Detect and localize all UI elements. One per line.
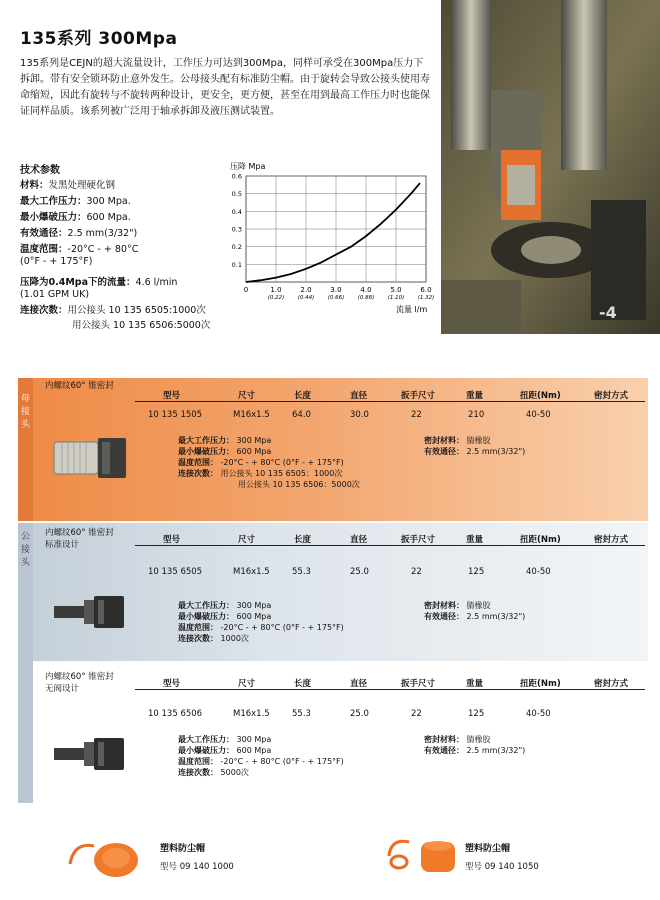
male-b-note-2: 最小爆破压力： 600 Mpa xyxy=(178,746,272,755)
chart-x-tick: 0 xyxy=(243,286,249,294)
chart-x-subtick: (0.44) xyxy=(297,295,315,301)
female-side-label-1: 母 xyxy=(20,394,30,404)
female-coupling-image xyxy=(52,428,132,488)
col-diameter-a: 直径 xyxy=(350,535,368,545)
product-photo xyxy=(441,0,660,334)
female-wrench: 22 xyxy=(411,410,422,420)
chart-x-tick: 6.0 xyxy=(420,286,432,294)
male-a-subtitle-2: 标准设计 xyxy=(45,540,80,550)
chart-series-line xyxy=(246,183,420,282)
col-wrench-b: 扳手尺寸 xyxy=(401,679,436,689)
spec-temp: 温度范围：-20°C - + 80°C xyxy=(20,244,139,255)
male-a-note-2: 最小爆破压力： 600 Mpa xyxy=(178,612,272,621)
chart-y-tick: 0.1 xyxy=(231,260,242,269)
chart-x-tick: 2.0 xyxy=(300,286,312,294)
spec-flow: 压降为0.4Mpa下的流量：4.6 l/min xyxy=(20,277,178,288)
male-a-weight: 125 xyxy=(468,567,485,577)
female-header-rule xyxy=(135,401,645,402)
male-a-header-rule xyxy=(135,545,645,546)
col-torque: 扭距(Nm) xyxy=(520,391,561,401)
col-torque-b: 扭距(Nm) xyxy=(520,679,561,689)
col-size: 尺寸 xyxy=(238,391,256,401)
female-bore: 有效通径： 2.5 mm(3/32") xyxy=(424,447,526,456)
dust-cap-name-2: 塑料防尘帽 xyxy=(465,844,511,854)
chart-ylabel: 压降 Mpa xyxy=(230,162,266,171)
spec-bore: 有效通径：2.5 mm(3/32") xyxy=(20,228,138,239)
col-weight-a: 重量 xyxy=(466,535,484,545)
female-subtitle: 内螺纹60° 锥密封 xyxy=(45,381,114,391)
chart-y-tick: 0.3 xyxy=(231,225,242,234)
chart-x-tick: 5.0 xyxy=(390,286,402,294)
col-model: 型号 xyxy=(163,391,181,401)
specs-heading: 技术参数 xyxy=(20,165,60,176)
chart-y-tick: 0.5 xyxy=(231,190,242,199)
spec-cycles-2: 用公接头 10 135 6506:5000次 xyxy=(72,320,211,331)
male-a-note-4: 连接次数： 1000次 xyxy=(178,634,249,643)
dust-cap-code-2: 型号 09 140 1050 xyxy=(465,862,539,872)
male-a-subtitle-1: 内螺纹60° 锥密封 xyxy=(45,528,114,538)
male-a-torque: 40-50 xyxy=(526,567,551,577)
male-a-bore: 有效通径： 2.5 mm(3/32") xyxy=(424,612,526,621)
chart-x-subtick: (0.22) xyxy=(267,295,285,301)
female-note-5: 用公接头 10 135 6506：5000次 xyxy=(238,480,360,489)
male-a-note-3: 温度范围： -20°C - + 80°C (0°F - + 175°F) xyxy=(178,623,344,632)
dust-cap-name-1: 塑料防尘帽 xyxy=(160,844,206,854)
chart-x-subtick: (1.10) xyxy=(387,295,405,301)
col-seal: 密封方式 xyxy=(594,391,629,401)
col-wrench: 扳手尺寸 xyxy=(401,391,436,401)
intro-paragraph: 135系列是CEJN的超大流量设计，工作压力可达到300Mpa，同样可承受在300Mpa压力下拆卸。带有安全锁环防止意外发生。公母接头配有标准防尘帽。由于旋转会导致公接头使用寿命缩短，因此有旋转与不旋转两种设计，更安全，更方便，甚至在用到最高工作压力时也能保证同样品质。该系列被广泛用于轴承拆卸及液压测试装置。 xyxy=(20,58,430,117)
male-b-subtitle-1: 内螺纹60° 锥密封 xyxy=(45,672,114,682)
male-b-seal: 密封材料： 腈橡胶 xyxy=(424,735,491,744)
chart-x-subtick: (0.88) xyxy=(357,295,375,301)
male-side-label-3: 头 xyxy=(20,558,30,568)
col-weight-b: 重量 xyxy=(466,679,484,689)
photo-marking: -4 xyxy=(599,303,617,322)
spec-flow-uk: (1.01 GPM UK) xyxy=(20,289,90,300)
chart-x-tick: 4.0 xyxy=(360,286,372,294)
male-b-size: M16x1.5 xyxy=(233,709,270,719)
chart-y-tick: 0.4 xyxy=(231,207,242,216)
male-a-length: 55.3 xyxy=(292,567,311,577)
female-note-2: 最小爆破压力： 600 Mpa xyxy=(178,447,272,456)
col-torque-a: 扭距(Nm) xyxy=(520,535,561,545)
female-size: M16x1.5 xyxy=(233,410,270,420)
male-a-diameter: 25.0 xyxy=(350,567,369,577)
spec-cycles: 连接次数：用公接头 10 135 6505:1000次 xyxy=(20,305,206,316)
chart-x-tick: 3.0 xyxy=(330,286,342,294)
spec-material: 材料：发黑处理硬化钢 xyxy=(20,180,116,191)
dust-cap-code-1: 型号 09 140 1000 xyxy=(160,862,234,872)
male-b-torque: 40-50 xyxy=(526,709,551,719)
col-diameter: 直径 xyxy=(350,391,368,401)
female-side-label-2: 接 xyxy=(20,407,30,417)
col-diameter-b: 直径 xyxy=(350,679,368,689)
chart-x-subtick: (0.66) xyxy=(327,295,345,301)
dust-cap-image-2 xyxy=(385,832,465,882)
male-b-length: 55.3 xyxy=(292,709,311,719)
female-diameter: 30.0 xyxy=(350,410,369,420)
male-b-subtitle-2: 无阀设计 xyxy=(45,684,80,694)
female-note-4: 连接次数： 用公接头 10 135 6505：1000次 xyxy=(178,469,343,478)
female-torque: 40-50 xyxy=(526,410,551,420)
male-standard-image xyxy=(52,592,132,632)
col-model-a: 型号 xyxy=(163,535,181,545)
female-note-1: 最大工作压力： 300 Mpa xyxy=(178,436,272,445)
female-model: 10 135 1505 xyxy=(148,410,203,420)
male-b-diameter: 25.0 xyxy=(350,709,369,719)
col-size-a: 尺寸 xyxy=(238,535,256,545)
spec-temp-f: (0°F - + 175°F) xyxy=(20,256,93,267)
female-weight: 210 xyxy=(468,410,485,420)
female-seal: 密封材料： 腈橡胶 xyxy=(424,436,491,445)
dust-cap-image-1 xyxy=(64,834,144,884)
col-model-b: 型号 xyxy=(163,679,181,689)
col-length-b: 长度 xyxy=(294,679,312,689)
male-b-bore: 有效通径： 2.5 mm(3/32") xyxy=(424,746,526,755)
female-side-label-3: 头 xyxy=(20,420,30,430)
male-side-label-1: 公 xyxy=(20,532,30,542)
col-wrench-a: 扳手尺寸 xyxy=(401,535,436,545)
male-a-size: M16x1.5 xyxy=(233,567,270,577)
spec-max-pressure: 最大工作压力：300 Mpa. xyxy=(20,196,131,207)
col-size-b: 尺寸 xyxy=(238,679,256,689)
chart-x-subtick: (1.32) xyxy=(417,295,435,301)
male-b-model: 10 135 6506 xyxy=(148,709,203,719)
male-a-note-1: 最大工作压力： 300 Mpa xyxy=(178,601,272,610)
page-title: 135系列 300Mpa xyxy=(20,29,178,49)
col-length-a: 长度 xyxy=(294,535,312,545)
male-b-wrench: 22 xyxy=(411,709,422,719)
col-seal-b: 密封方式 xyxy=(594,679,629,689)
male-a-model: 10 135 6505 xyxy=(148,567,203,577)
male-b-header-rule xyxy=(135,689,645,690)
female-length: 64.0 xyxy=(292,410,311,420)
col-length: 长度 xyxy=(294,391,312,401)
spec-burst: 最小爆破压力：600 Mpa. xyxy=(20,212,131,223)
chart-y-tick: 0.6 xyxy=(231,172,242,181)
male-a-wrench: 22 xyxy=(411,567,422,577)
chart-xlabel: 流量 l/m xyxy=(396,305,428,314)
male-a-seal: 密封材料： 腈橡胶 xyxy=(424,601,491,610)
pressure-drop-chart xyxy=(218,158,438,318)
male-b-note-1: 最大工作压力： 300 Mpa xyxy=(178,735,272,744)
chart-x-tick: 1.0 xyxy=(270,286,282,294)
col-weight: 重量 xyxy=(466,391,484,401)
male-b-note-3: 温度范围： -20°C - + 80°C (0°F - + 175°F) xyxy=(178,757,344,766)
male-side-label-2: 接 xyxy=(20,545,30,555)
male-b-weight: 125 xyxy=(468,709,485,719)
col-seal-a: 密封方式 xyxy=(594,535,629,545)
male-valveless-image xyxy=(52,734,132,774)
chart-y-tick: 0.2 xyxy=(231,243,242,252)
male-b-note-4: 连接次数： 5000次 xyxy=(178,768,249,777)
female-note-3: 温度范围： -20°C - + 80°C (0°F - + 175°F) xyxy=(178,458,344,467)
